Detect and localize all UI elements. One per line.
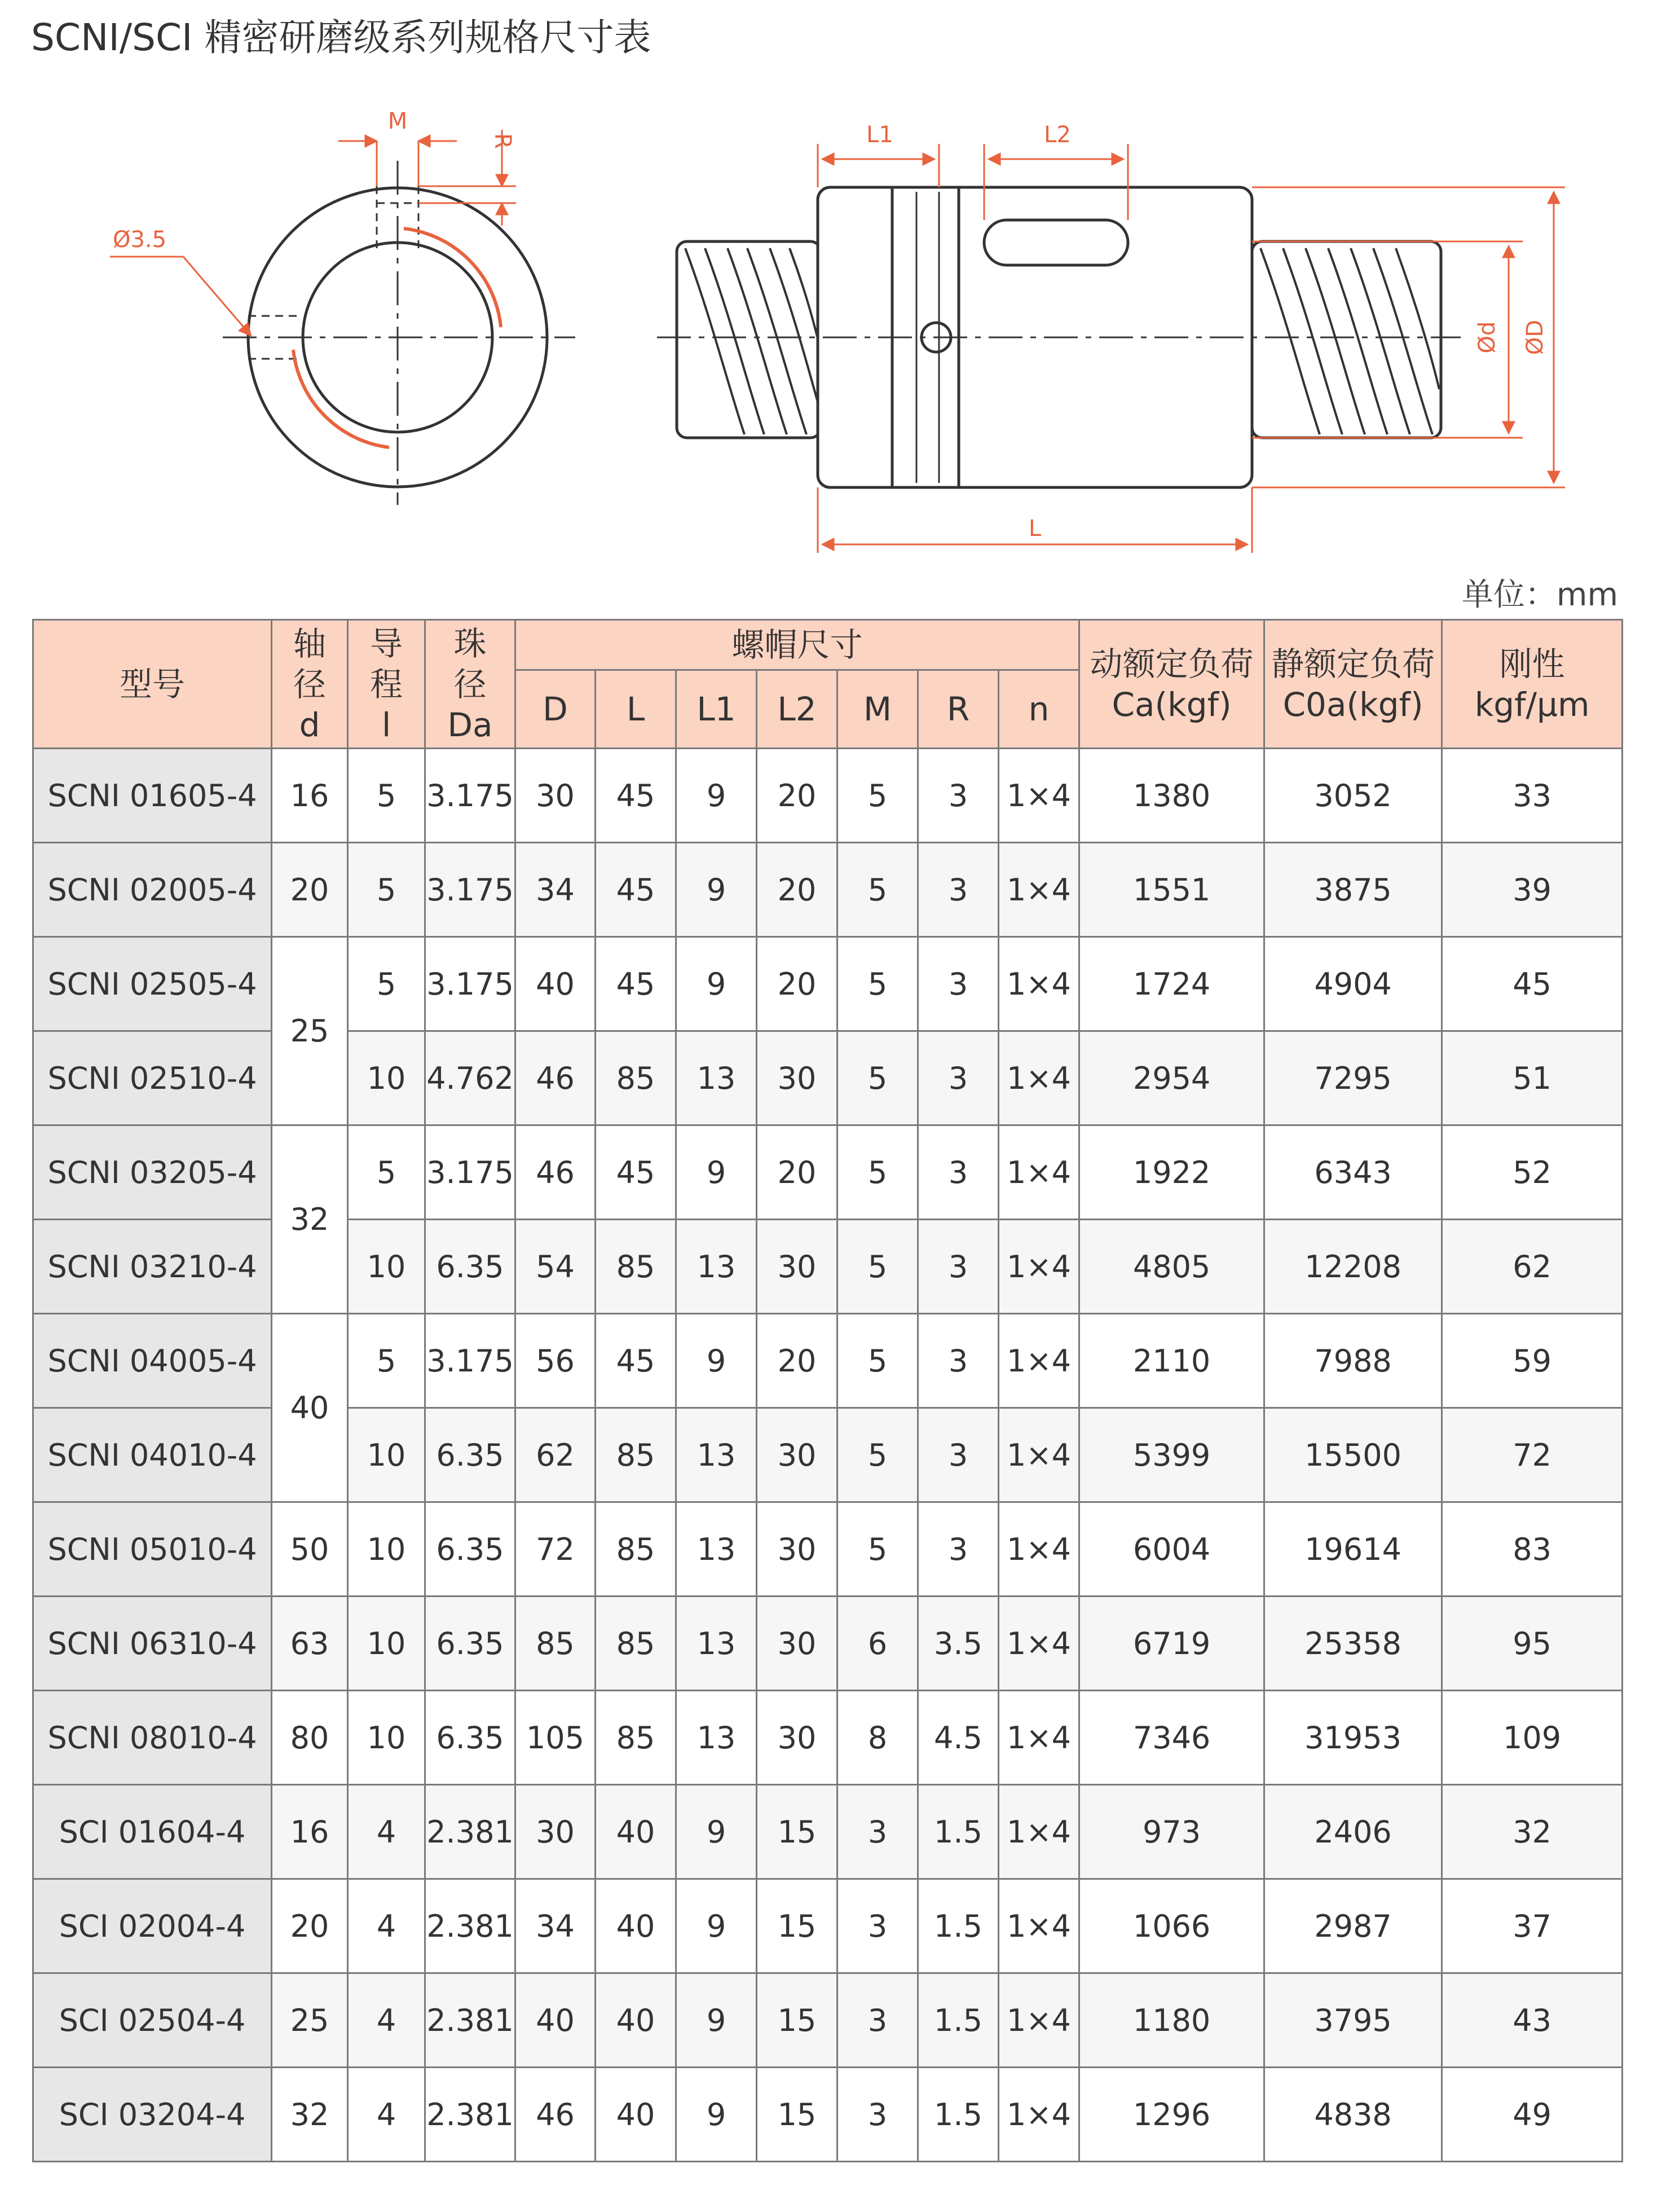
cell-L1: 9: [676, 749, 757, 843]
cell-d: 40: [272, 1314, 348, 1502]
end-view-dimensions: [110, 130, 516, 447]
table-row: [33, 749, 1623, 843]
cell-L2: 20: [757, 843, 837, 937]
cell-da: 6.35: [425, 1691, 515, 1785]
cell-L2: 15: [757, 1879, 837, 1973]
cell-n: 1×4: [999, 1408, 1079, 1502]
cell-L2: 15: [757, 2068, 837, 2162]
cell-M: 5: [837, 1220, 918, 1314]
cell-k: 62: [1442, 1220, 1623, 1314]
cell-L: 85: [596, 1502, 676, 1597]
cell-c0a: 6343: [1264, 1125, 1442, 1220]
cell-L: 45: [596, 1125, 676, 1220]
cell-c0a: 2406: [1264, 1785, 1442, 1879]
cell-l: 4: [348, 1973, 425, 2068]
cell-model: SCNI 02510-4: [33, 1031, 272, 1125]
cell-L: 40: [596, 1879, 676, 1973]
cell-da: 6.35: [425, 1502, 515, 1597]
cell-da: 3.175: [425, 749, 515, 843]
cell-M: 5: [837, 1408, 918, 1502]
table-row: [33, 937, 1623, 1031]
cell-da: 2.381: [425, 1879, 515, 1973]
cell-l: 4: [348, 1879, 425, 1973]
cell-L2: 15: [757, 1973, 837, 2068]
cell-model: SCNI 04010-4: [33, 1408, 272, 1502]
cell-D: 72: [515, 1502, 596, 1597]
cell-c0a: 19614: [1264, 1502, 1442, 1597]
cell-n: 1×4: [999, 1031, 1079, 1125]
cell-R: 3.5: [918, 1597, 999, 1691]
cell-k: 52: [1442, 1125, 1623, 1220]
cell-d: 16: [272, 1785, 348, 1879]
cell-D: 105: [515, 1691, 596, 1785]
cell-n: 1×4: [999, 1879, 1079, 1973]
table-row: [33, 1597, 1623, 1691]
cell-L: 85: [596, 1220, 676, 1314]
cell-M: 5: [837, 749, 918, 843]
cell-l: 10: [348, 1502, 425, 1597]
cell-L1: 9: [676, 937, 757, 1031]
spec-table-body: [33, 749, 1623, 2162]
cell-d: 25: [272, 1973, 348, 2068]
header-nut-M: M: [837, 670, 918, 749]
cell-model: SCNI 02505-4: [33, 937, 272, 1031]
cell-R: 1.5: [918, 1785, 999, 1879]
cell-d: 16: [272, 749, 348, 843]
cell-da: 6.35: [425, 1220, 515, 1314]
cell-model: SCNI 03210-4: [33, 1220, 272, 1314]
cell-D: 56: [515, 1314, 596, 1408]
cell-L: 40: [596, 1785, 676, 1879]
cell-d: 25: [272, 937, 348, 1125]
cell-ca: 2110: [1079, 1314, 1264, 1408]
table-row: [33, 1125, 1623, 1220]
cell-l: 5: [348, 1314, 425, 1408]
header-dynamic-load: 动额定负荷 Ca(kgf): [1079, 620, 1264, 749]
l-label: L: [1028, 516, 1042, 542]
cell-L: 85: [596, 1408, 676, 1502]
cell-ca: 6719: [1079, 1597, 1264, 1691]
cell-ca: 6004: [1079, 1502, 1264, 1597]
cell-n: 1×4: [999, 1502, 1079, 1597]
header-stiffness: 刚性 kgf/μm: [1442, 620, 1623, 749]
cell-L1: 9: [676, 1314, 757, 1408]
cell-ca: 5399: [1079, 1408, 1264, 1502]
cell-ca: 4805: [1079, 1220, 1264, 1314]
side-view: [657, 187, 1461, 487]
cell-L: 45: [596, 749, 676, 843]
cell-c0a: 7295: [1264, 1031, 1442, 1125]
cell-ca: 1724: [1079, 937, 1264, 1031]
cell-R: 3: [918, 843, 999, 937]
table-row: [33, 1879, 1623, 1973]
cell-ca: 2954: [1079, 1031, 1264, 1125]
cell-L2: 20: [757, 1125, 837, 1220]
cell-c0a: 4838: [1264, 2068, 1442, 2162]
cell-l: 4: [348, 1785, 425, 1879]
l1-label: L1: [866, 122, 893, 148]
screw-right-section: [1252, 241, 1441, 438]
cell-c0a: 31953: [1264, 1691, 1442, 1785]
cell-L: 85: [596, 1691, 676, 1785]
cell-L: 45: [596, 937, 676, 1031]
cell-L1: 13: [676, 1031, 757, 1125]
cell-R: 3: [918, 1314, 999, 1408]
cell-n: 1×4: [999, 1597, 1079, 1691]
cell-D: 62: [515, 1408, 596, 1502]
cell-L1: 9: [676, 1879, 757, 1973]
cell-da: 2.381: [425, 1973, 515, 2068]
cell-da: 3.175: [425, 937, 515, 1031]
cell-c0a: 7988: [1264, 1314, 1442, 1408]
cell-model: SCNI 04005-4: [33, 1314, 272, 1408]
table-row: [33, 1408, 1623, 1502]
cell-M: 5: [837, 1125, 918, 1220]
cell-M: 3: [837, 2068, 918, 2162]
cell-M: 3: [837, 1879, 918, 1973]
cell-n: 1×4: [999, 2068, 1079, 2162]
cell-M: 5: [837, 1031, 918, 1125]
cell-R: 3: [918, 1220, 999, 1314]
cell-l: 10: [348, 1408, 425, 1502]
cell-ca: 1296: [1079, 2068, 1264, 2162]
cell-d: 32: [272, 2068, 348, 2162]
cell-d: 32: [272, 1125, 348, 1314]
cell-ca: 973: [1079, 1785, 1264, 1879]
cell-L1: 9: [676, 1785, 757, 1879]
cell-l: 5: [348, 843, 425, 937]
cell-R: 3: [918, 1408, 999, 1502]
cell-k: 59: [1442, 1314, 1623, 1408]
cell-L1: 9: [676, 1125, 757, 1220]
cell-k: 33: [1442, 749, 1623, 843]
header-nut-dimensions: 螺帽尺寸: [515, 620, 1079, 670]
cell-D: 30: [515, 1785, 596, 1879]
cell-R: 1.5: [918, 2068, 999, 2162]
cell-D: 34: [515, 1879, 596, 1973]
r-label: R: [490, 133, 515, 149]
cell-l: 5: [348, 749, 425, 843]
cell-R: 3: [918, 1031, 999, 1125]
header-nut-L2: L2: [757, 670, 837, 749]
cell-M: 5: [837, 843, 918, 937]
cell-D: 54: [515, 1220, 596, 1314]
cell-R: 3: [918, 1125, 999, 1220]
cell-n: 1×4: [999, 1125, 1079, 1220]
cell-d: 50: [272, 1502, 348, 1597]
cell-M: 8: [837, 1691, 918, 1785]
cell-L: 40: [596, 1973, 676, 2068]
header-ball-diameter: 珠 径 Da: [425, 620, 515, 749]
hole-diameter-label: Ø3.5: [113, 227, 167, 253]
table-row: [33, 843, 1623, 937]
cell-L2: 20: [757, 1314, 837, 1408]
page-title: SCNI/SCI 精密研磨级系列规格尺寸表: [31, 16, 651, 59]
cell-ca: 1066: [1079, 1879, 1264, 1973]
cell-model: SCNI 05010-4: [33, 1502, 272, 1597]
cell-D: 40: [515, 1973, 596, 2068]
table-row: [33, 1220, 1623, 1314]
cell-k: 39: [1442, 843, 1623, 937]
cell-L2: 15: [757, 1785, 837, 1879]
cell-model: SCNI 06310-4: [33, 1597, 272, 1691]
cell-da: 2.381: [425, 2068, 515, 2162]
cell-M: 5: [837, 1502, 918, 1597]
cell-L1: 13: [676, 1220, 757, 1314]
cell-ca: 7346: [1079, 1691, 1264, 1785]
cell-n: 1×4: [999, 1314, 1079, 1408]
cell-k: 43: [1442, 1973, 1623, 2068]
cell-L1: 9: [676, 1973, 757, 2068]
cell-ca: 1380: [1079, 749, 1264, 843]
cell-k: 51: [1442, 1031, 1623, 1125]
hole-leader: [183, 257, 251, 336]
cell-D: 46: [515, 1031, 596, 1125]
cell-D: 40: [515, 937, 596, 1031]
table-row: [33, 1314, 1623, 1408]
table-row: [33, 1502, 1623, 1597]
cell-l: 5: [348, 1125, 425, 1220]
header-lead: 导 程 l: [348, 620, 425, 749]
cell-da: 2.381: [425, 1785, 515, 1879]
cell-M: 5: [837, 937, 918, 1031]
header-nut-R: R: [918, 670, 999, 749]
cell-L: 45: [596, 843, 676, 937]
cell-k: 37: [1442, 1879, 1623, 1973]
cell-ca: 1551: [1079, 843, 1264, 937]
cell-c0a: 4904: [1264, 937, 1442, 1031]
header-nut-L: L: [596, 670, 676, 749]
cell-L2: 30: [757, 1408, 837, 1502]
table-row: [33, 1691, 1623, 1785]
cell-L1: 9: [676, 843, 757, 937]
cell-L1: 13: [676, 1691, 757, 1785]
cell-L2: 30: [757, 1502, 837, 1597]
cell-model: SCNI 01605-4: [33, 749, 272, 843]
cell-L1: 13: [676, 1408, 757, 1502]
ball-nut-drawing: [0, 0, 1653, 564]
cell-d: 63: [272, 1597, 348, 1691]
cell-k: 72: [1442, 1408, 1623, 1502]
cell-c0a: 25358: [1264, 1597, 1442, 1691]
cell-c0a: 15500: [1264, 1408, 1442, 1502]
cell-L2: 30: [757, 1031, 837, 1125]
header-shaft-diameter: 轴 径 d: [272, 620, 348, 749]
cell-M: 6: [837, 1597, 918, 1691]
cell-model: SCI 03204-4: [33, 2068, 272, 2162]
cell-ca: 1922: [1079, 1125, 1264, 1220]
cell-D: 46: [515, 1125, 596, 1220]
cell-model: SCNI 08010-4: [33, 1691, 272, 1785]
cell-L2: 20: [757, 749, 837, 843]
cell-da: 3.175: [425, 843, 515, 937]
cell-d: 20: [272, 1879, 348, 1973]
cell-R: 1.5: [918, 1879, 999, 1973]
cell-D: 85: [515, 1597, 596, 1691]
cell-L1: 13: [676, 1597, 757, 1691]
cell-k: 109: [1442, 1691, 1623, 1785]
cell-l: 4: [348, 2068, 425, 2162]
cell-model: SCI 01604-4: [33, 1785, 272, 1879]
table-row: [33, 2068, 1623, 2162]
cell-M: 5: [837, 1314, 918, 1408]
thread-left: [685, 248, 821, 434]
header-nut-n: n: [999, 670, 1079, 749]
cell-n: 1×4: [999, 1691, 1079, 1785]
cell-d: 80: [272, 1691, 348, 1785]
spec-table: [32, 619, 1623, 2162]
cell-da: 3.175: [425, 1314, 515, 1408]
table-row: [33, 1031, 1623, 1125]
cell-c0a: 3875: [1264, 843, 1442, 937]
cell-l: 10: [348, 1691, 425, 1785]
header-nut-L1: L1: [676, 670, 757, 749]
cell-k: 95: [1442, 1597, 1623, 1691]
header-nut-D: D: [515, 670, 596, 749]
cell-L: 85: [596, 1031, 676, 1125]
cell-L2: 30: [757, 1691, 837, 1785]
cell-c0a: 2987: [1264, 1879, 1442, 1973]
cell-L2: 30: [757, 1220, 837, 1314]
cell-c0a: 3052: [1264, 749, 1442, 843]
cell-d: 20: [272, 843, 348, 937]
cell-l: 10: [348, 1220, 425, 1314]
cell-L1: 13: [676, 1502, 757, 1597]
cell-R: 3: [918, 937, 999, 1031]
cell-model: SCI 02504-4: [33, 1973, 272, 2068]
cell-M: 3: [837, 1785, 918, 1879]
cell-L: 40: [596, 2068, 676, 2162]
d-label: Ød: [1474, 321, 1500, 354]
od-label: ØD: [1522, 319, 1548, 355]
cell-k: 49: [1442, 2068, 1623, 2162]
cell-L2: 20: [757, 937, 837, 1031]
header-model: 型号: [33, 620, 272, 749]
cell-R: 3: [918, 1502, 999, 1597]
cell-D: 34: [515, 843, 596, 937]
thread-right: [1260, 248, 1439, 434]
l2-label: L2: [1044, 122, 1071, 148]
cell-R: 1.5: [918, 1973, 999, 2068]
cell-l: 10: [348, 1031, 425, 1125]
cell-da: 6.35: [425, 1597, 515, 1691]
cell-ca: 1180: [1079, 1973, 1264, 2068]
cell-D: 46: [515, 2068, 596, 2162]
table-row: [33, 1785, 1623, 1879]
cell-L2: 30: [757, 1597, 837, 1691]
cell-R: 4.5: [918, 1691, 999, 1785]
cell-n: 1×4: [999, 843, 1079, 937]
cell-n: 1×4: [999, 937, 1079, 1031]
cell-n: 1×4: [999, 749, 1079, 843]
end-view: [223, 161, 575, 505]
unit-label: 单位：mm: [1461, 577, 1618, 613]
m-label: M: [387, 108, 408, 134]
cell-L: 85: [596, 1597, 676, 1691]
cell-k: 32: [1442, 1785, 1623, 1879]
cell-k: 83: [1442, 1502, 1623, 1597]
header-static-load: 静额定负荷 C0a(kgf): [1264, 620, 1442, 749]
cell-da: 4.762: [425, 1031, 515, 1125]
cell-D: 30: [515, 749, 596, 843]
cell-l: 10: [348, 1597, 425, 1691]
cell-n: 1×4: [999, 1785, 1079, 1879]
cell-L: 45: [596, 1314, 676, 1408]
cell-M: 3: [837, 1973, 918, 2068]
cell-da: 6.35: [425, 1408, 515, 1502]
cell-c0a: 12208: [1264, 1220, 1442, 1314]
cell-l: 5: [348, 937, 425, 1031]
table-row: [33, 1973, 1623, 2068]
cell-model: SCI 02004-4: [33, 1879, 272, 1973]
cell-k: 45: [1442, 937, 1623, 1031]
cell-da: 3.175: [425, 1125, 515, 1220]
cell-model: SCNI 03205-4: [33, 1125, 272, 1220]
cell-c0a: 3795: [1264, 1973, 1442, 2068]
cell-n: 1×4: [999, 1973, 1079, 2068]
cell-R: 3: [918, 749, 999, 843]
cell-model: SCNI 02005-4: [33, 843, 272, 937]
cell-L1: 9: [676, 2068, 757, 2162]
cell-n: 1×4: [999, 1220, 1079, 1314]
